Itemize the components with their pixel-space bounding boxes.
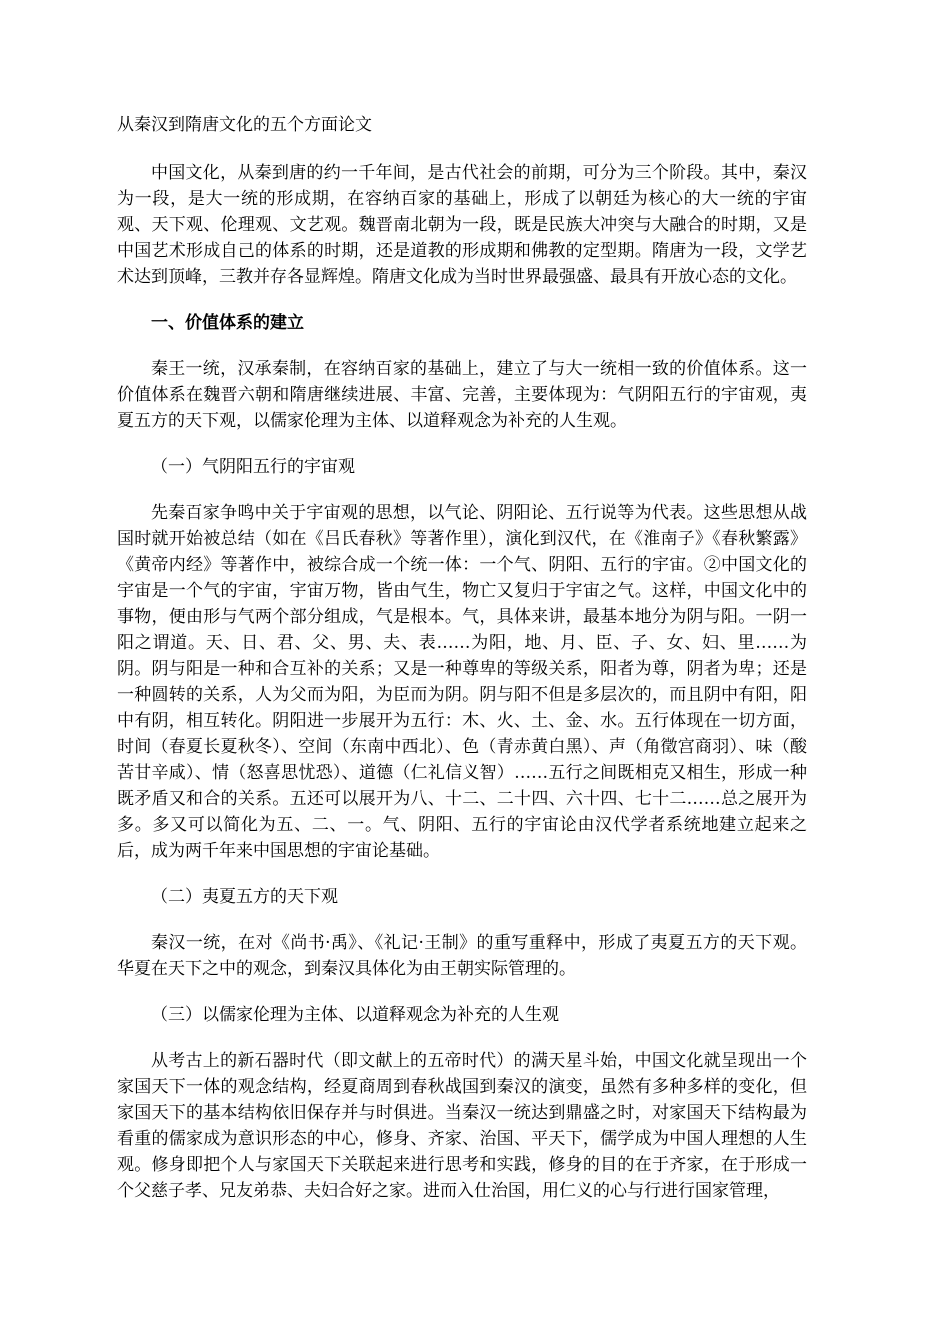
subheading-cosmology: （一）气阴阳五行的宇宙观 (151, 457, 355, 477)
cosmology-paragraph: 先秦百家争鸣中关于宇宙观的思想，以气论、阴阳论、五行说等为代表。这些思想从战国时就开始被总结（如在《吕氏春秋》等著作里），演化到汉代，在《淮南子》《春秋繁露》《黄帝内经》等著作中，被综合成一个统一体：一个气、阴阳、五行的宇宙。②中国文化的宇宙是一个气的宇宙，宇宙万物，皆由气生，物亡又复归于宇宙之气。这样，中国文化中的事物，便由形与气两个部分组成，气是根本。气，具体来讲，最基本地分为阴与阳。一阴一阳之谓道。天、日、君、父、男、夫、表……为阳，地、月、臣、子、女、妇、里……为阴。阴与阳是一种和合互补的关系；又是一种尊卑的等级关系，阳者为尊，阴者为卑；还是一种圆转的关系，人为父而为阳，为臣而为阴。阴与阳不但是多层次的，而且阴中有阳，阳中有阴，相互转化。阴阳进一步展开为五行：木、火、土、金、水。五行体现在一切方面，时间（春夏长夏秋冬）、空间（东南中西北）、色（青赤黄白黑）、声（角徵宫商羽）、味（酸苦甘辛咸）、情（怒喜思忧恐）、道德（仁礼信义智）……五行之间既相克又相生，形成一种既矛盾又和合的关系。五还可以展开为八、十二、二十四、六十四、七十二……总之展开为多。多又可以简化为五、二、一。气、阴阳、五行的宇宙论由汉代学者系统地建立起来之后，成为两千年来中国思想的宇宙论基础。 (117, 503, 807, 861)
section1-paragraph: 秦王一统，汉承秦制，在容纳百家的基础上，建立了与大一统相一致的价值体系。这一价值体系在魏晋六朝和隋唐继续进展、丰富、完善，主要体现为：气阴阳五行的宇宙观，夷夏五方的天下观，以儒家伦理为主体、以道释观念为补充的人生观。 (117, 359, 807, 431)
document-title: 从秦汉到隋唐文化的五个方面论文 (117, 115, 372, 135)
subheading-worldview: （二）夷夏五方的天下观 (151, 887, 338, 907)
intro-paragraph: 中国文化，从秦到唐的约一千年间，是古代社会的前期，可分为三个阶段。其中，秦汉为一段，是大一统的形成期，在容纳百家的基础上，形成了以朝廷为核心的大一统的宇宙观、天下观、伦理观、文艺观。魏晋南北朝为一段，既是民族大冲突与大融合的时期，又是中国艺术形成自己的体系的时期，还是道教的形成期和佛教的定型期。隋唐为一段，文学艺术达到顶峰，三教并存各显辉煌。隋唐文化成为当时世界最强盛、最具有开放心态的文化。 (117, 163, 807, 287)
document-page (117, 112, 807, 1224)
worldview-paragraph: 秦汉一统，在对《尚书·禹》、《礼记·王制》的重写重释中，形成了夷夏五方的天下观。华夏在天下之中的观念，到秦汉具体化为由王朝实际管理的。 (117, 933, 807, 979)
outlook-on-life-paragraph: 从考古上的新石器时代（即文献上的五帝时代）的满天星斗始，中国文化就呈现出一个家国天下一体的观念结构，经夏商周到春秋战国到秦汉的演变，虽然有多种多样的变化，但家国天下的基本结构依旧保存并与时俱进。当秦汉一统达到鼎盛之时，对家国天下结构最为看重的儒家成为意识形态的中心，修身、齐家、治国、平天下，儒学成为中国人理想的人生观。修身即把个人与家国天下关联起来进行思考和实践，修身的目的在于齐家，在于形成一个父慈子孝、兄友弟恭、夫妇合好之家。进而入仕治国，用仁义的心与行进行国家管理， (117, 1051, 807, 1201)
subheading-outlook-on-life: （三）以儒家伦理为主体、以道释观念为补充的人生观 (151, 1005, 559, 1025)
section-heading-value-system: 一、价值体系的建立 (151, 313, 304, 333)
